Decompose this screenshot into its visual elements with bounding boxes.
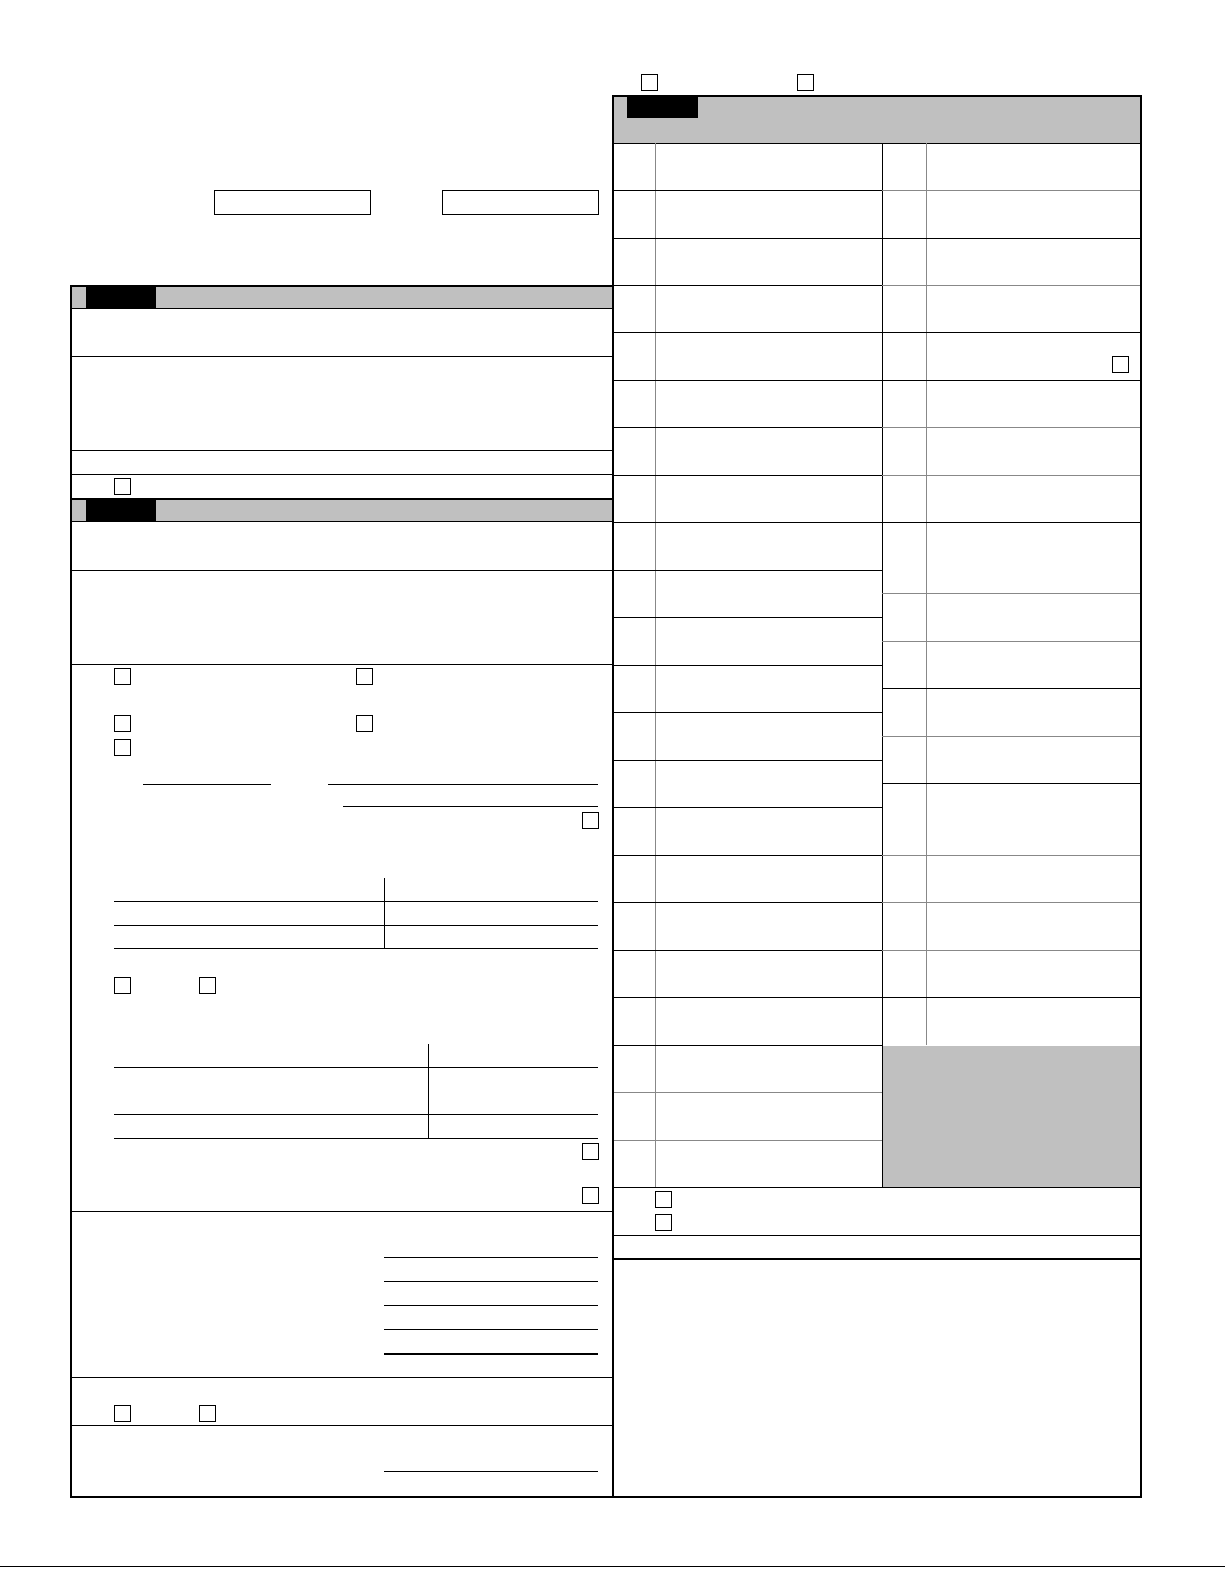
section-b-yes-checkbox[interactable] — [114, 977, 131, 994]
section-c-divider — [72, 1211, 612, 1212]
right-header-tab — [627, 97, 698, 118]
right-left-row-line-7 — [614, 475, 882, 476]
right-right-row-line-17 — [882, 997, 1140, 998]
right-right-row-line-11 — [882, 688, 1140, 689]
top-checkbox-2[interactable] — [797, 74, 814, 91]
amount-line-2[interactable] — [384, 1281, 598, 1282]
right-right-row-line-2 — [882, 238, 1140, 239]
right-header-rule — [614, 143, 1140, 144]
right-left-row-line-20 — [614, 1092, 882, 1093]
section-b-right-checkbox-3[interactable] — [582, 1187, 599, 1204]
right-footer-divider-1 — [614, 1235, 1140, 1236]
right-left-row-line-4 — [614, 332, 882, 333]
section-b-header-rule — [72, 521, 612, 522]
right-left-row-line-16 — [614, 902, 882, 903]
section-b-option-1-checkbox[interactable] — [114, 668, 131, 685]
section-b-fill-line-2[interactable] — [328, 784, 598, 785]
section-b-row-divider-2 — [72, 664, 612, 665]
section-b-tab — [86, 500, 156, 521]
right-footer-divider-2 — [614, 1258, 1140, 1260]
amount-line-1[interactable] — [384, 1257, 598, 1258]
right-column-frame — [612, 95, 1142, 1498]
section-b-right-checkbox-1[interactable] — [582, 812, 599, 829]
section-b-option-3-checkbox[interactable] — [114, 715, 131, 732]
right-right-row-line-8 — [882, 522, 1140, 523]
section-d-no-checkbox[interactable] — [199, 1405, 216, 1422]
right-right-row-line-1 — [882, 190, 1140, 191]
right-right-row-line-13 — [882, 783, 1140, 784]
right-left-row-line-15 — [614, 855, 882, 856]
right-right-row-line-7 — [882, 475, 1140, 476]
right-right-row-line-14 — [882, 855, 1140, 856]
section-b-right-checkbox-2[interactable] — [582, 1143, 599, 1160]
section-e-divider — [72, 1425, 612, 1426]
section-a-tab — [86, 287, 156, 308]
right-shaded-block — [883, 1046, 1140, 1187]
amount-line-3[interactable] — [384, 1305, 598, 1306]
section-a-checkbox[interactable] — [114, 478, 131, 495]
right-left-row-line-12 — [614, 712, 882, 713]
section-b-fill-line-1[interactable] — [143, 784, 271, 785]
right-right-row-line-3 — [882, 285, 1140, 286]
right-left-row-line-2 — [614, 238, 882, 239]
right-left-row-line-18 — [614, 997, 882, 998]
right-left-row-line-6 — [614, 427, 882, 428]
section-b-no-checkbox[interactable] — [199, 977, 216, 994]
right-left-row-line-14 — [614, 807, 882, 808]
table-1-column-divider — [384, 878, 385, 948]
right-grid-bottom-rule — [614, 1187, 1140, 1188]
right-right-row-line-5 — [882, 380, 1140, 381]
section-a-row-divider-3 — [72, 474, 612, 475]
right-left-row-line-8 — [614, 522, 882, 523]
section-b-option-4-checkbox[interactable] — [356, 715, 373, 732]
right-bottom-checkbox-1[interactable] — [655, 1191, 672, 1208]
right-left-row-line-13 — [614, 760, 882, 761]
section-e-fill-line[interactable] — [384, 1471, 598, 1472]
header-input-2[interactable] — [442, 190, 599, 215]
section-a-row-divider-1 — [72, 356, 612, 357]
amount-line-5[interactable] — [384, 1353, 598, 1355]
table-1-row-line-1 — [114, 901, 598, 902]
right-left-row-line-21 — [614, 1140, 882, 1141]
table-2-column-divider — [428, 1044, 429, 1138]
right-left-row-line-11 — [614, 665, 882, 666]
right-bottom-checkbox-2[interactable] — [655, 1214, 672, 1231]
right-left-row-line-17 — [614, 950, 882, 951]
left-column-frame — [70, 285, 614, 1498]
right-left-row-line-3 — [614, 285, 882, 286]
right-right-row-line-10 — [882, 641, 1140, 642]
section-a-row-divider-2 — [72, 450, 612, 451]
right-left-row-line-19 — [614, 1045, 882, 1046]
right-left-row-line-9 — [614, 570, 882, 571]
right-grid-center-divider — [882, 143, 883, 1187]
section-b-option-2-checkbox[interactable] — [356, 668, 373, 685]
top-checkbox-1[interactable] — [641, 74, 658, 91]
section-a-header-rule — [72, 308, 612, 309]
page-bottom-rule — [0, 1566, 1225, 1567]
right-right-row-line-6 — [882, 427, 1140, 428]
table-1-row-line-3 — [114, 948, 598, 949]
table-2-row-line-1 — [114, 1067, 598, 1068]
section-d-yes-checkbox[interactable] — [114, 1405, 131, 1422]
right-grid-number-divider-right — [926, 143, 927, 1045]
section-d-divider — [72, 1377, 612, 1378]
right-left-row-line-1 — [614, 190, 882, 191]
section-b-row-divider-1 — [72, 570, 612, 571]
header-input-1[interactable] — [214, 190, 371, 215]
right-right-row-line-4 — [882, 332, 1140, 333]
table-1-row-line-2 — [114, 925, 598, 926]
right-right-row-line-12 — [882, 736, 1140, 737]
right-grid-row-checkbox[interactable] — [1112, 356, 1129, 373]
amount-line-4[interactable] — [384, 1329, 598, 1330]
right-right-row-line-15 — [882, 902, 1140, 903]
right-left-row-line-10 — [614, 617, 882, 618]
table-2-row-line-3 — [114, 1138, 598, 1139]
right-right-row-line-9 — [882, 593, 1140, 594]
section-b-option-5-checkbox[interactable] — [114, 739, 131, 756]
section-b-fill-line-3[interactable] — [343, 806, 598, 807]
right-right-row-line-16 — [882, 950, 1140, 951]
table-2-row-line-2 — [114, 1114, 598, 1115]
right-left-row-line-5 — [614, 380, 882, 381]
